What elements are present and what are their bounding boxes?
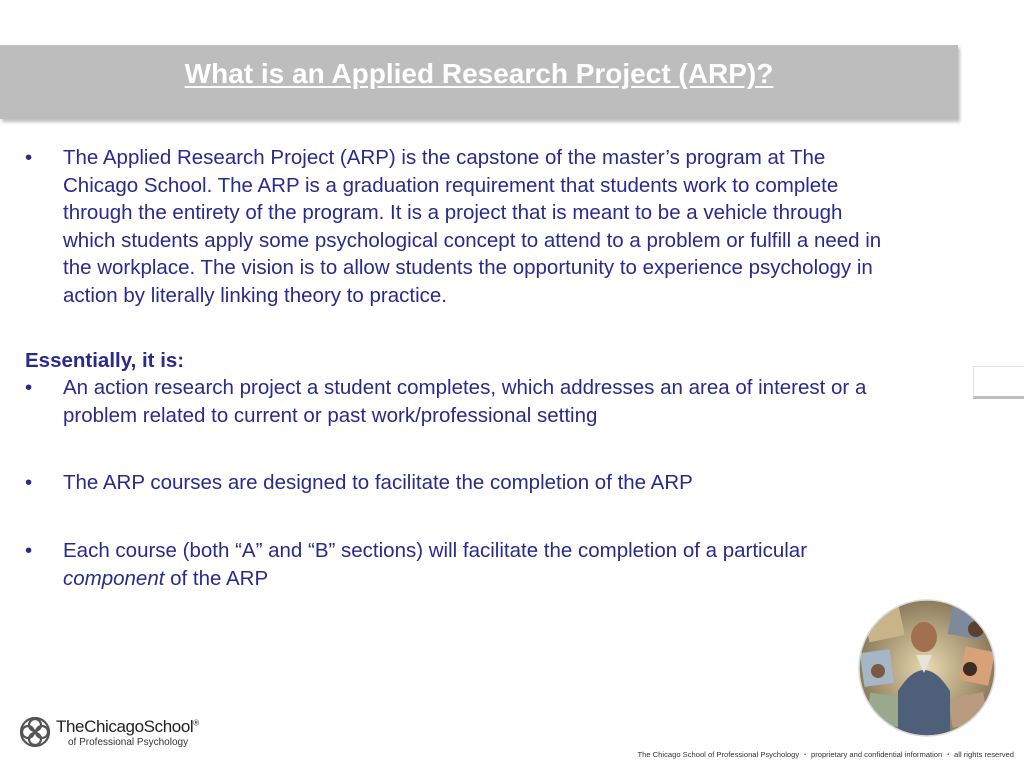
slide-title: What is an Applied Research Project (ARP)? bbox=[184, 58, 774, 89]
list-item bbox=[25, 469, 885, 497]
intro-bullet bbox=[25, 144, 885, 310]
list-item-text bbox=[63, 539, 807, 590]
knot-logo-icon bbox=[18, 715, 52, 749]
footer-text: The Chicago School of Professional Psychology ・ proprietary and confidential information ・ all rights reserved bbox=[637, 750, 1014, 759]
list-item-text-after: of the ARP bbox=[164, 566, 269, 590]
list-item-emphasis: component bbox=[63, 566, 165, 590]
title-bar bbox=[0, 45, 958, 119]
list-item bbox=[25, 537, 885, 592]
bullet-dot: • bbox=[25, 376, 33, 400]
logo-name: TheChicagoSchool bbox=[56, 717, 194, 736]
list-item-text: An action research project a student completes, which addresses an area of interest or a problem related to current or past work/professional setting bbox=[63, 376, 867, 427]
logo-wordmark bbox=[56, 717, 199, 737]
logo-registered: ® bbox=[193, 718, 199, 728]
side-tab bbox=[973, 366, 1024, 399]
bullet-dot: • bbox=[25, 538, 33, 562]
intro-bullet-text: The Applied Research Project (ARP) is the capstone of the master’s program at The Chicago School. The ARP is a graduation requirement that students work to complete through the entirety of the program. It is a project that is meant to be a vehicle through which students apply some psychological concept to attend to a problem or fulfill a need in the workplace. The vision is to allow students the opportunity to experience psychology in action by literally linking theory to practice. bbox=[63, 146, 882, 307]
list-item-text-before: Each course (both “A” and “B” sections) will facilitate the completion of a particular bbox=[63, 538, 808, 562]
bullet-dot: • bbox=[25, 471, 33, 495]
list-item-text: The ARP courses are designed to facilitate the completion of the ARP bbox=[63, 471, 693, 495]
bullet-dot: • bbox=[25, 146, 33, 169]
list-item bbox=[25, 374, 885, 429]
section-heading: Essentially, it is: bbox=[25, 348, 185, 372]
school-logo bbox=[18, 713, 208, 755]
slide-content bbox=[25, 144, 885, 592]
logo-subtitle: of Professional Psychology bbox=[68, 737, 189, 748]
student-collage-image bbox=[858, 599, 996, 737]
